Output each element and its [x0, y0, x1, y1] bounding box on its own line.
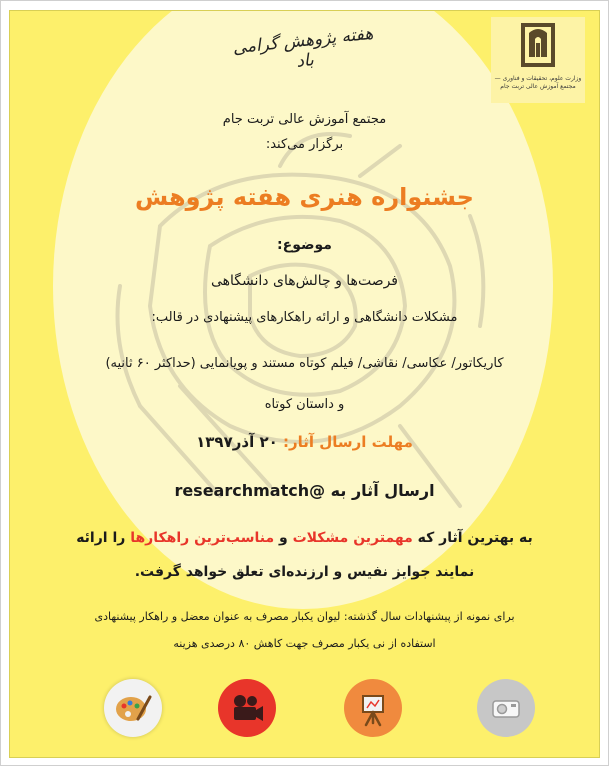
- prize-part-2: و: [274, 530, 293, 546]
- example-line-1: برای نمونه از پیشنهادات سال گذشته: لیوان یکبار مصرف به عنوان معضل و راهکار پیشنهادی: [94, 610, 515, 623]
- logo-emblem-icon: [521, 23, 555, 67]
- problems-line: مشکلات دانشگاهی و ارائه راهکارهای پیشنهادی در قالب:: [151, 310, 458, 325]
- deadline-label: مهلت ارسال آثار:: [283, 433, 413, 451]
- topic: فرصت‌ها و چالش‌های دانشگاهی: [210, 273, 398, 289]
- example-line-2: استفاده از نی یکبار مصرف جهت کاهش ۸۰ درصدی هزینه: [173, 637, 436, 650]
- topic-label: موضوع:: [277, 237, 332, 253]
- palette-icon: [104, 679, 162, 737]
- organizer: مجتمع آموزش عالی تربت جام: [222, 112, 387, 127]
- deadline: [10, 433, 599, 451]
- prize-line-2: نمایند جوایز نفیس و ارزنده‌ای تعلق خواهد گرفت.: [134, 564, 475, 580]
- logo-caption: وزارت علوم، تحقیقات و فناوری — مجتمع آموزش عالی تربت جام: [494, 75, 582, 90]
- send-line: ارسال آثار به @researchmatch: [174, 481, 435, 500]
- holds-label: برگزار می‌کند:: [265, 137, 344, 152]
- easel-icon: [344, 679, 402, 737]
- university-logo: [491, 17, 585, 103]
- prize-part-3: را ارائه: [76, 530, 131, 546]
- prize-line: [10, 530, 599, 546]
- formats-line: کاریکاتور/ عکاسی/ نقاشی/ فیلم کوتاه مستند و پویانمایی (حداکثر ۶۰ ثانیه): [105, 356, 504, 371]
- festival-title: جشنواره هنری هفته پژوهش: [135, 183, 474, 211]
- category-icons: [10, 679, 599, 739]
- prize-part-1: به بهترین آثار که: [412, 530, 533, 546]
- prize-highlight-1: مهمترین مشکلات: [292, 530, 413, 546]
- poster: [9, 10, 600, 758]
- camera-icon: [477, 679, 535, 737]
- deadline-value: ۲۰ آذر۱۳۹۷: [196, 433, 278, 451]
- slogan: هفته پژوهش گرامی باد: [231, 23, 375, 72]
- formats-line-2: و داستان کوتاه: [264, 397, 345, 412]
- prize-highlight-2: مناسب‌ترین راهکارها: [130, 530, 275, 546]
- movie-camera-icon: [218, 679, 276, 737]
